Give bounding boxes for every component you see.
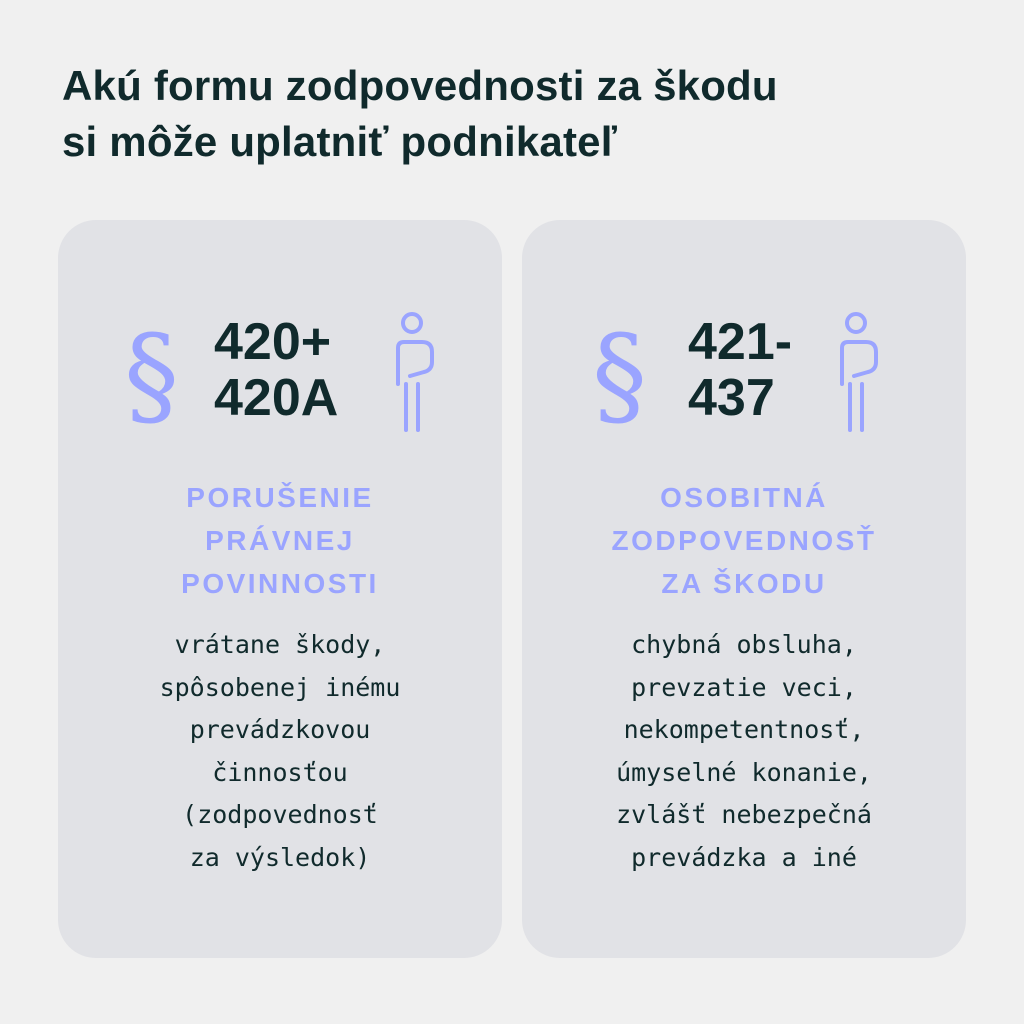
- card-label-line: PORUŠENIE: [186, 482, 374, 513]
- section-code-line-1: 420+: [214, 313, 332, 371]
- card-label-line: PRÁVNEJ: [205, 525, 355, 556]
- description-line: úmyselné konanie,: [616, 757, 872, 787]
- paragraph-icon: §: [124, 311, 179, 439]
- paragraph-icon: §: [592, 311, 647, 439]
- description-line: (zodpovednosť: [182, 800, 378, 829]
- card-label: [522, 476, 966, 605]
- description-line: nekompetentnosť,: [623, 715, 865, 744]
- card-label-line: ZA ŠKODU: [661, 568, 827, 599]
- card-label-line: ZODPOVEDNOSŤ: [611, 525, 877, 556]
- card-label-line: POVINNOSTI: [181, 568, 379, 599]
- card-legal-duty-breach: [58, 220, 502, 958]
- section-code-line-2: 437: [688, 369, 775, 427]
- description-line: zvlášť nebezpečná: [616, 800, 872, 829]
- section-code-line-1: 421-: [688, 313, 793, 371]
- description-line: vrátane škody,: [174, 630, 386, 659]
- card-description: [522, 624, 966, 879]
- description-line: za výsledok): [189, 842, 371, 872]
- card-label-line: OSOBITNÁ: [660, 482, 828, 513]
- title-line-2: si môže uplatniť podnikateľ: [62, 118, 618, 165]
- description-line: chybná obsluha,: [631, 630, 857, 659]
- page-title: [62, 58, 962, 170]
- section-code-line-2: 420A: [214, 369, 339, 427]
- description-line: spôsobenej inému: [159, 672, 401, 702]
- description-line: činnosťou: [212, 757, 348, 787]
- section-code: [688, 314, 792, 426]
- section-code: [214, 314, 338, 426]
- description-line: prevzatie veci,: [631, 672, 857, 702]
- description-line: prevádzkovou: [189, 715, 371, 744]
- description-line: prevádzka a iné: [631, 842, 857, 872]
- title-line-1: Akú formu zodpovednosti za škodu: [62, 62, 778, 109]
- card-special-liability: [522, 220, 966, 958]
- person-icon: [392, 312, 438, 434]
- card-description: [58, 624, 502, 879]
- card-header: [522, 310, 966, 440]
- person-icon: [836, 312, 882, 434]
- card-header: [58, 310, 502, 440]
- card-label: [58, 476, 502, 605]
